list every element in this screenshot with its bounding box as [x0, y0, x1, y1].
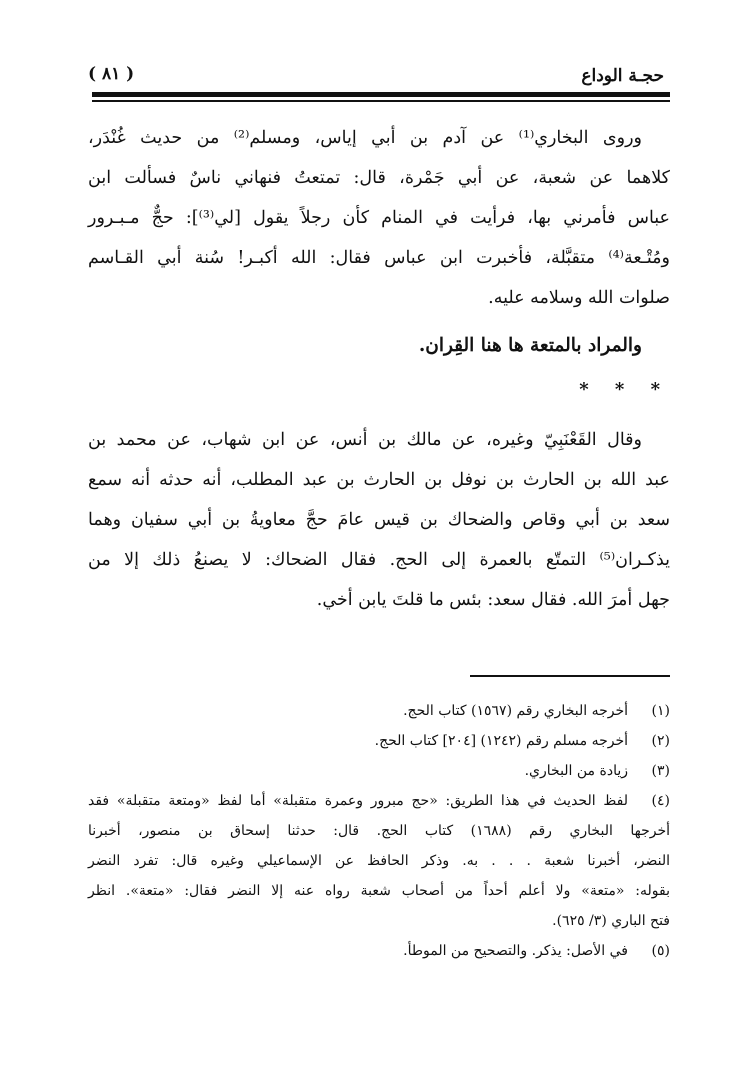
footnote-number: (٣)	[651, 763, 670, 779]
footnote-text: أخرجه البخاري رقم (١٥٦٧) كتاب الحج.	[403, 703, 628, 719]
footnote-number: (١)	[651, 703, 670, 719]
footnote-text: أخرجه مسلم رقم (١٢٤٢) [٢٠٤] كتاب الحج.	[374, 733, 628, 749]
footnote-number: (٥)	[651, 943, 670, 959]
footnote-text: فتح الباري (٣/ ٦٢٥).	[552, 913, 670, 929]
text-line: وروى البخاري⁽¹⁾ عن آدم بن أبي إياس، ومسلم⁽²⁾ من حديث غُنْدَر،	[88, 128, 642, 148]
bold-remark: والمراد بالمتعة ها هنا القِران.	[418, 335, 642, 356]
text-line: ومُتْـعة⁽⁴⁾ متقبَّلة، فأخبرت ابن عباس فقال: الله أكبـر! سُنة أبي القـاسم	[88, 248, 670, 268]
footnote-text: النضر، أخبرنا شعبة . . . به. وذكر الحافظ عن الإسماعيلي وغيره قال: تفرد النضر	[88, 853, 670, 869]
footnote-4	[88, 786, 670, 936]
text-line: عباس فأمرني بها، فرأيت في المنام كأن رجلاً يقول [لي⁽³⁾]: حجٌّ مـبـرور	[88, 208, 670, 228]
paragraph-1	[88, 118, 670, 318]
footnote-text: أخرجها البخاري رقم (١٦٨٨) كتاب الحج. قال: حدثنا إسحاق بن منصور، أخبرنا	[88, 823, 670, 839]
section-separator: * * *	[579, 379, 670, 400]
running-header-title: حجـة الوداع	[581, 66, 664, 86]
footnote-separator-rule	[470, 675, 670, 677]
header-rule-thick	[92, 92, 670, 97]
footnote-1	[88, 696, 670, 726]
header-rule-thin	[92, 100, 670, 102]
text-line: عبد الله بن الحارث بن نوفل بن الحارث بن عبد المطلب، أنه حدثه أنه سمع	[88, 470, 670, 490]
footnote-3	[88, 756, 670, 786]
text-line: كلاهما عن شعبة، عن أبي جَمْرة، قال: تمتعتُ فنهاني ناسٌ فسألت ابن	[88, 168, 670, 188]
footnotes	[88, 696, 670, 966]
footnote-text: زيادة من البخاري.	[524, 763, 628, 779]
footnote-number: (٤)	[651, 793, 670, 809]
footnote-text: في الأصل: يذكر. والتصحيح من الموطأ.	[403, 943, 628, 959]
page-number: ( ٨١ )	[88, 64, 135, 84]
footnote-text: لفظ الحديث في هذا الطريق: «حج مبرور وعمرة متقبلة» أما لفظ «ومتعة متقبلة» فقد	[88, 793, 628, 809]
text-line: وقال القَعْنَبِيّ وغيره، عن مالك بن أنس، عن ابن شهاب، عن محمد بن	[88, 430, 642, 450]
footnote-5	[88, 936, 670, 966]
text-line: سعد بن أبي وقاص والضحاك بن قيس عامَ حجَّ معاويةُ بن أبي سفيان وهما	[88, 510, 671, 530]
text-line: صلوات الله وسلامه عليه.	[488, 288, 670, 308]
text-line: جهل أمرَ الله. فقال سعد: بئس ما قلتَ يابن أخي.	[316, 590, 670, 610]
main-text	[88, 118, 670, 620]
paragraph-2	[88, 420, 670, 620]
text-line: يذكـران⁽⁵⁾ التمتّع بالعمرة إلى الحج. فقال الضحاك: لا يصنعُ ذلك إلا من	[88, 550, 670, 570]
footnote-number: (٢)	[651, 733, 670, 749]
footnote-2	[88, 726, 670, 756]
footnote-text: بقوله: «متعة» ولا أعلم أحداً من أصحاب شعبة رواه عنه إلا النضر فقال: «متعة». انظر	[88, 883, 670, 899]
